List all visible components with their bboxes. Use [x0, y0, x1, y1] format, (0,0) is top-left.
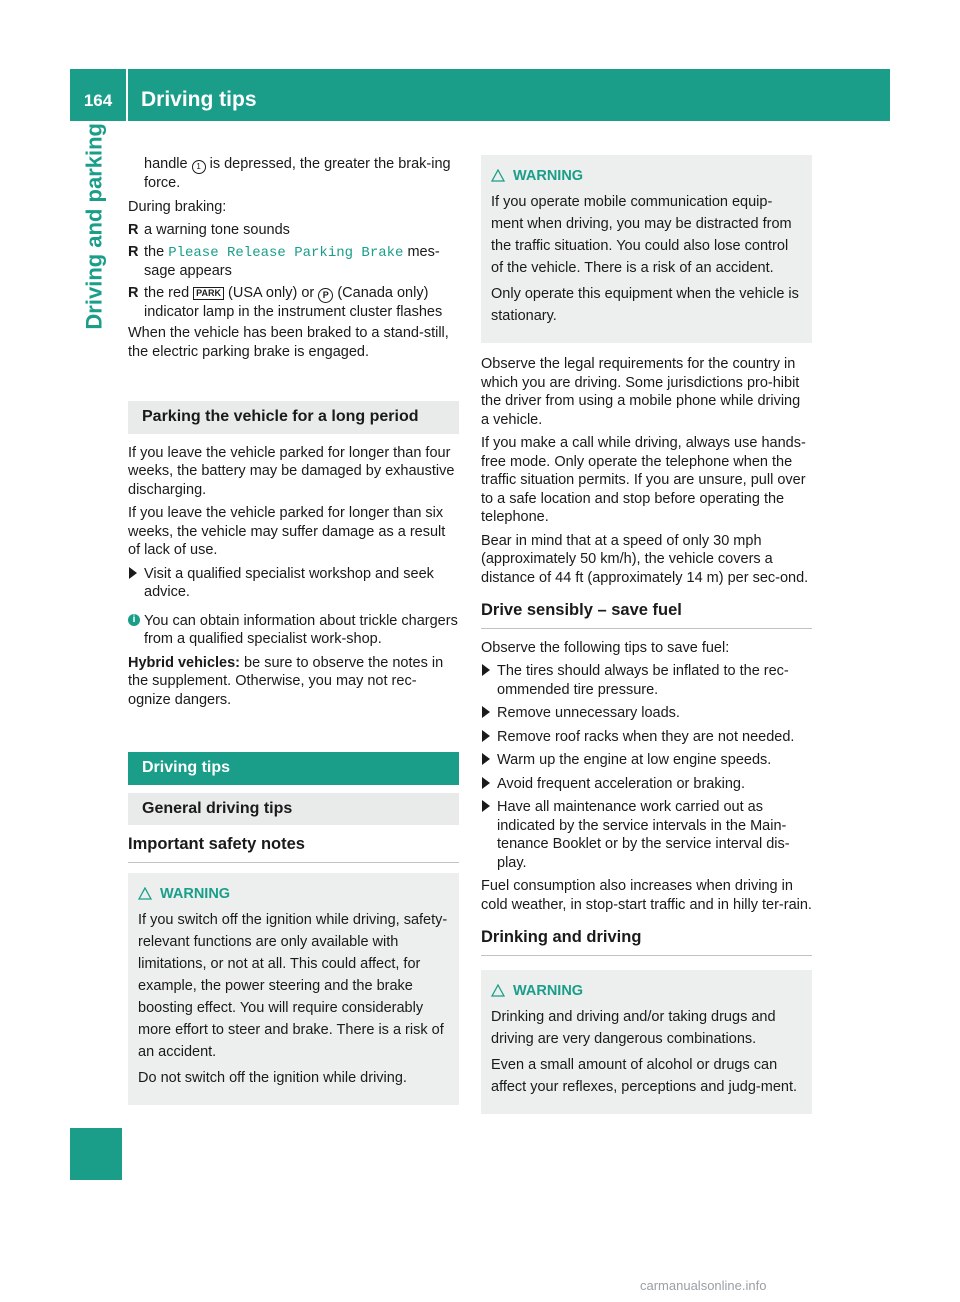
- list-item: R the Please Release Parking Brake mes-sage appears: [128, 243, 440, 279]
- warning-icon: [138, 887, 152, 900]
- hybrid-note: Hybrid vehicles: be sure to observe the notes in the supplement. Otherwise, you may not rec-ognize dangers.: [128, 654, 444, 708]
- warning-box: [481, 155, 812, 343]
- park-indicator-icon: PARK: [193, 287, 224, 300]
- arrow-icon: [481, 705, 491, 719]
- left-column: [128, 155, 459, 1117]
- arrow-icon: [481, 776, 491, 790]
- arrow-icon: [481, 663, 491, 677]
- warning-title: WARNING: [513, 168, 584, 184]
- warning-text: Drinking and driving and/or taking drugs and driving are very dangerous combinations.: [491, 1008, 776, 1047]
- side-tab-block: [70, 1128, 122, 1180]
- list-item: R a warning tone sounds: [128, 222, 290, 238]
- instruction-item: Have all maintenance work carried out as indicated by the service intervals in the Main-tenance Booklet or by the service interval dis-play.: [481, 798, 812, 872]
- warning-box: [481, 970, 812, 1114]
- warning-box: [128, 873, 459, 1105]
- warning-text: If you switch off the ignition while driving, safety-relevant functions are only available with limitations, or not at all. This could affect, for example, the power steering and the brake boosting effect. You will require considerably more effort to steer and brake. There is a risk of an accident.: [138, 911, 448, 1060]
- paragraph: If you leave the vehicle parked for longer than four weeks, the battery may be damaged by exhaustive discharging.: [128, 444, 455, 498]
- arrow-icon: [128, 566, 138, 580]
- paragraph: Observe the legal requirements for the country in which you are driving. Some jurisdictions pro-hibit the driver from using a mobile phone while driving a vehicle.: [481, 356, 801, 428]
- instruction-item: The tires should always be inflated to the rec-ommended tire pressure.: [481, 662, 812, 699]
- during-braking-label: During braking:: [128, 198, 227, 215]
- instruction-item: Warm up the engine at low engine speeds.: [481, 751, 812, 770]
- watermark[interactable]: carmanualsonline.info: [640, 1278, 767, 1293]
- display-message: Please Release Parking Brake: [168, 244, 404, 261]
- side-tab-label: Driving and parking: [82, 123, 107, 330]
- section-heading-drinking: Drinking and driving: [481, 928, 812, 956]
- arrow-icon: [481, 752, 491, 766]
- fuel-tips-list: [481, 662, 812, 872]
- paragraph: If you leave the vehicle parked for longer than six weeks, the vehicle may suffer damage as a result of lack of use.: [128, 505, 446, 558]
- fuel-intro: Observe the following tips to save fuel:: [481, 639, 730, 656]
- arrow-icon: [481, 729, 491, 743]
- instruction-item: Remove unnecessary loads.: [481, 704, 812, 723]
- p-indicator-icon: P: [318, 288, 333, 303]
- right-column: [481, 155, 812, 1126]
- warning-icon: [491, 169, 505, 182]
- warning-title: WARNING: [513, 982, 584, 999]
- warning-text: Only operate this equipment when the vehicle is stationary.: [491, 286, 799, 324]
- intro-paragraph: handle 1 is depressed, the greater the brak-ing force.: [144, 156, 451, 191]
- warning-icon: [491, 984, 505, 997]
- instruction-item: Avoid frequent acceleration or braking.: [481, 775, 812, 794]
- section-heading-safety: Important safety notes: [128, 835, 459, 863]
- instruction-item: Visit a qualified specialist workshop and seek advice.: [128, 565, 459, 602]
- warning-title: WARNING: [160, 885, 231, 902]
- standstill-paragraph: When the vehicle has been braked to a stand-still, the electric parking brake is engaged.: [128, 325, 449, 360]
- section-heading-general: General driving tips: [128, 793, 459, 826]
- section-heading-parking: Parking the vehicle for a long period: [128, 401, 459, 434]
- header-divider: [126, 69, 128, 121]
- instruction-item: Remove roof racks when they are not needed.: [481, 728, 812, 747]
- arrow-icon: [481, 799, 491, 813]
- fuel-outro: Fuel consumption also increases when driving in cold weather, in stop-start traffic and in hilly ter-rain.: [481, 878, 812, 913]
- side-tab: [82, 123, 112, 373]
- page-number: 164: [83, 91, 113, 110]
- info-icon: i: [128, 614, 140, 626]
- warning-text: Do not switch off the ignition while driving.: [138, 1069, 407, 1086]
- page-title: Driving tips: [141, 88, 257, 111]
- section-heading-fuel: Drive sensibly – save fuel: [481, 601, 812, 629]
- section-bar-driving-tips: Driving tips: [128, 752, 459, 785]
- info-note: i You can obtain information about trickle chargers from a qualified specialist work-shop.: [128, 612, 459, 649]
- warning-text: Even a small amount of alcohol or drugs can affect your reflexes, perceptions and judg-ment.: [491, 1056, 798, 1095]
- warning-text: If you operate mobile communication equip-ment when driving, you may be distracted from the traffic situation. You could also lose control of the vehicle. There is a risk of an accident.: [491, 194, 792, 276]
- handle-icon: 1: [192, 160, 206, 174]
- list-item: R the red PARK (USA only) or P (Canada only) indicator lamp in the instrument cluster flashes: [128, 284, 443, 320]
- paragraph: Bear in mind that at a speed of only 30 mph (approximately 50 km/h), the vehicle covers a distance of 44 ft (approximately 14 m) per sec-ond.: [481, 532, 809, 586]
- paragraph: If you make a call while driving, always use hands-free mode. Only operate the telephone when the traffic situation permits. If you are unsure, pull over to a safe location and stop before operating the telephone.: [481, 435, 806, 525]
